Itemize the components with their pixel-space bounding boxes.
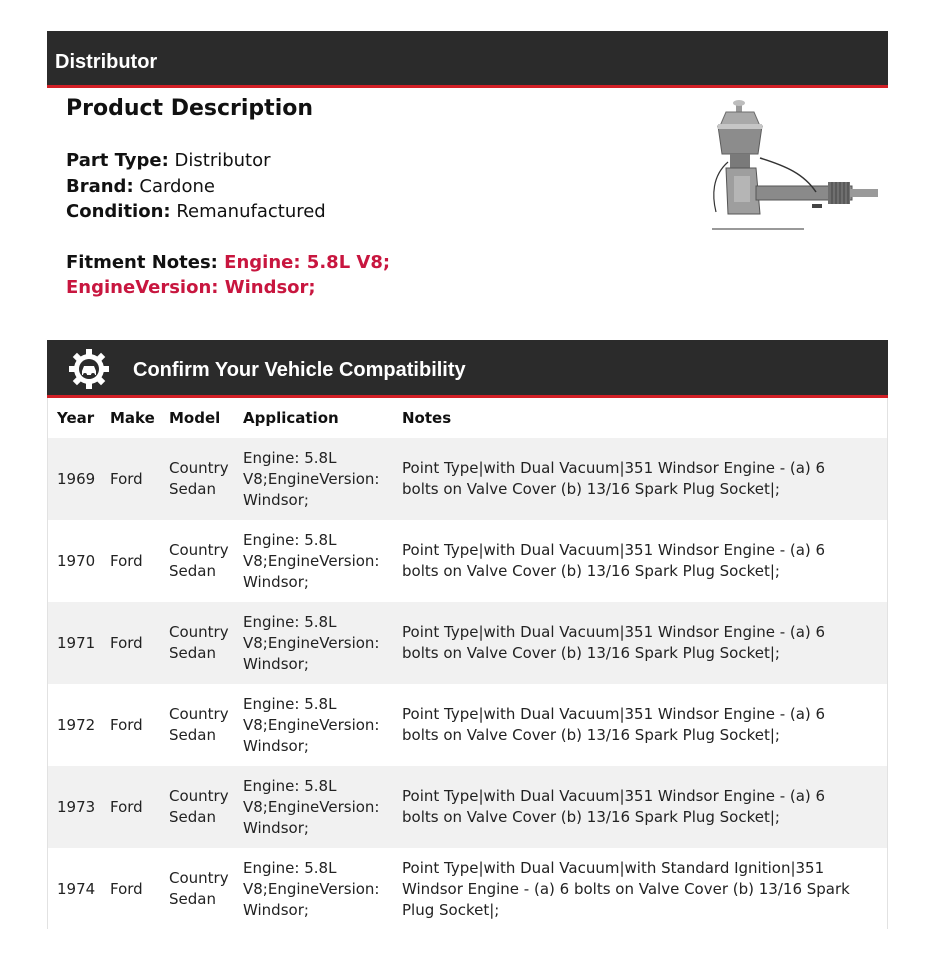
- spec-brand: [66, 174, 666, 200]
- product-header-title: Distributor: [55, 51, 158, 73]
- spec-label: Brand:: [66, 175, 134, 197]
- column-header-model: Model: [169, 409, 221, 427]
- compatibility-title: Confirm Your Vehicle Compatibility: [133, 359, 466, 381]
- spec-part-type: [66, 148, 666, 174]
- cell-year: 1971: [57, 633, 96, 652]
- column-header-year: Year: [57, 409, 95, 427]
- cell-make: Ford: [110, 879, 143, 898]
- table-row: [48, 520, 887, 602]
- cell-year: 1974: [57, 879, 96, 898]
- cell-year: 1972: [57, 715, 96, 734]
- cell-model: Country Sedan: [169, 869, 229, 908]
- distributor-product-image: [708, 96, 886, 234]
- cell-year: 1970: [57, 551, 96, 570]
- product-description: [66, 95, 666, 301]
- cell-year: 1973: [57, 797, 96, 816]
- cell-make: Ford: [110, 633, 143, 652]
- cell-application: Engine: 5.8L V8;EngineVersion: Windsor;: [243, 776, 380, 837]
- cell-application: Engine: 5.8L V8;EngineVersion: Windsor;: [243, 858, 380, 919]
- description-title: Product Description: [66, 96, 314, 121]
- fitment-label: Fitment Notes:: [66, 251, 218, 273]
- spec-label: Part Type:: [66, 150, 169, 171]
- fitment-engine-version: EngineVersion: Windsor;: [66, 277, 316, 298]
- cell-application: Engine: 5.8L V8;EngineVersion: Windsor;: [243, 612, 380, 673]
- spec-value: Remanufactured: [176, 201, 326, 222]
- cell-model: Country Sedan: [169, 541, 229, 580]
- cell-year: 1969: [57, 469, 96, 488]
- cell-make: Ford: [110, 715, 143, 734]
- table-header-row: [48, 398, 887, 438]
- cell-model: Country Sedan: [169, 459, 229, 498]
- column-header-notes: Notes: [402, 409, 452, 427]
- cell-notes: Point Type|with Dual Vacuum|351 Windsor Engine - (a) 6 bolts on Valve Cover (b) 13/16 Spark Plug Socket|;: [402, 459, 826, 498]
- spec-value: Distributor: [174, 150, 271, 171]
- cell-application: Engine: 5.8L V8;EngineVersion: Windsor;: [243, 448, 380, 509]
- cell-model: Country Sedan: [169, 705, 229, 744]
- spec-condition: [66, 199, 666, 225]
- spec-list: [66, 148, 666, 225]
- compatibility-header-bar: [47, 340, 888, 398]
- table-row: [48, 848, 887, 930]
- cell-notes: Point Type|with Dual Vacuum|351 Windsor Engine - (a) 6 bolts on Valve Cover (b) 13/16 Spark Plug Socket|;: [402, 705, 826, 744]
- table-row: [48, 602, 887, 684]
- table-row: [48, 438, 887, 520]
- product-header-bar: [47, 31, 888, 88]
- spec-label: Condition:: [66, 201, 171, 222]
- column-header-application: Application: [243, 409, 339, 427]
- cell-make: Ford: [110, 469, 143, 488]
- cell-make: Ford: [110, 797, 143, 816]
- compatibility-table: [47, 398, 888, 929]
- cell-notes: Point Type|with Dual Vacuum|351 Windsor Engine - (a) 6 bolts on Valve Cover (b) 13/16 Spark Plug Socket|;: [402, 623, 826, 662]
- fitment-notes: [66, 250, 666, 301]
- spec-value: Cardone: [139, 175, 215, 197]
- cell-notes: Point Type|with Dual Vacuum|351 Windsor Engine - (a) 6 bolts on Valve Cover (b) 13/16 Spark Plug Socket|;: [402, 787, 826, 826]
- cell-notes: Point Type|with Dual Vacuum|351 Windsor Engine - (a) 6 bolts on Valve Cover (b) 13/16 Spark Plug Socket|;: [402, 541, 826, 580]
- cell-application: Engine: 5.8L V8;EngineVersion: Windsor;: [243, 694, 380, 755]
- fitment-engine: Engine: 5.8L V8;: [224, 251, 391, 273]
- cell-make: Ford: [110, 551, 143, 570]
- cell-model: Country Sedan: [169, 787, 229, 826]
- table-row: [48, 766, 887, 848]
- cell-model: Country Sedan: [169, 623, 229, 662]
- cell-application: Engine: 5.8L V8;EngineVersion: Windsor;: [243, 530, 380, 591]
- table-row: [48, 684, 887, 766]
- column-header-make: Make: [110, 409, 155, 427]
- cell-notes: Point Type|with Dual Vacuum|with Standard Ignition|351 Windsor Engine - (a) 6 bolts on Valve Cover (b) 13/16 Spark Plug Socket|;: [402, 858, 850, 919]
- gear-car-icon: [68, 348, 110, 390]
